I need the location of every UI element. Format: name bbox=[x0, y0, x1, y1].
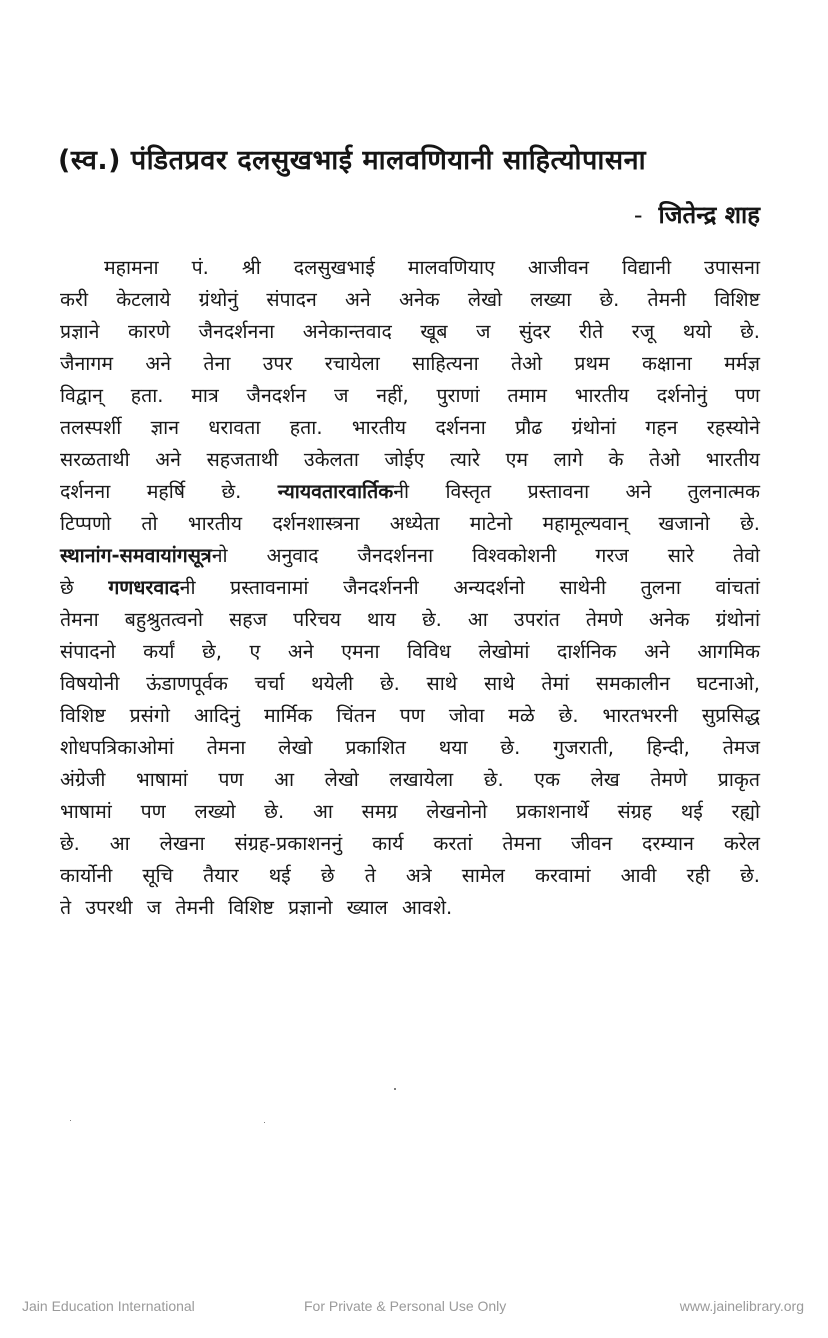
body-line: कार्योनी सूचि तैयार थई छे ते अत्रे सामेल करवामां आवी रही छे. bbox=[60, 864, 760, 887]
body-line: जैनागम अने तेना उपर रचायेला साहित्यना तेओ प्रथम कक्षाना मर्मज्ञ bbox=[60, 352, 760, 375]
body-line: संपादनो कर्यां छे, ए अने एमना विविध लेखोमां दार्शनिक अने आगमिक bbox=[60, 640, 760, 663]
body-line: टिप्पणो तो भारतीय दर्शनशास्त्रना अध्येता माटेनो महामूल्यवान् खजानो छे. bbox=[60, 512, 760, 535]
text-segment: नी प्रस्तावनामां जैनदर्शननी अन्यदर्शनो साथेनी तुलना वांचतां bbox=[179, 576, 760, 599]
scan-speck bbox=[394, 1088, 396, 1090]
footer-publisher: Jain Education International bbox=[22, 1298, 195, 1314]
bold-book-title: गणधरवाद bbox=[108, 576, 180, 599]
body-line: शोधपत्रिकाओमां तेमना लेखो प्रकाशित थया छे. गुजराती, हिन्दी, तेमज bbox=[60, 736, 760, 759]
footer-website-link[interactable]: www.jainelibrary.org bbox=[679, 1298, 804, 1314]
body-line: विषयोनी ऊंडाणपूर्वक चर्चा थयेली छे. साथे साथे तेमां समकालीन घटनाओ, bbox=[60, 672, 760, 695]
scan-speck bbox=[70, 1120, 71, 1121]
body-line-with-bold bbox=[60, 476, 760, 508]
body-line: करी केटलाये ग्रंथोनुं संपादन अने अनेक लेखो लख्या छे. तेमनी विशिष्ट bbox=[60, 288, 760, 311]
article-title: (स्व.) पंडितप्रवर दलसुखभाई मालवणियानी साहित्योपासना bbox=[58, 145, 647, 176]
body-line: विद्वान् हता. मात्र जैनदर्शन ज नहीं, पुराणां तमाम भारतीय दर्शनोनुं पण bbox=[60, 384, 760, 407]
scan-speck bbox=[264, 1122, 265, 1123]
article-body bbox=[60, 252, 760, 924]
body-line: छे. आ लेखना संग्रह-प्रकाशननुं कार्य करतां तेमना जीवन दरम्यान करेल bbox=[60, 832, 760, 855]
body-line-last: ते उपरथी ज तेमनी विशिष्ट प्रज्ञानो ख्याल आवशे. bbox=[60, 896, 453, 919]
author-dash: - bbox=[633, 201, 643, 229]
body-line: सरळताथी अने सहजताथी उकेलता जोईए त्यारे एम लागे के तेओ भारतीय bbox=[60, 448, 760, 471]
author-name: जितेन्द्र शाह bbox=[658, 201, 760, 229]
article-author bbox=[634, 198, 760, 231]
text-segment: दर्शनना महर्षि छे. bbox=[60, 480, 278, 503]
body-line: भाषामां पण लख्यो छे. आ समग्र लेखनोनो प्रकाशनार्थे संग्रह थई रह्यो bbox=[60, 800, 760, 823]
body-line-with-bold bbox=[60, 572, 760, 604]
body-line: तलस्पर्शी ज्ञान धरावता हता. भारतीय दर्शनना प्रौढ ग्रंथोनां गहन रहस्योने bbox=[60, 416, 760, 439]
text-segment: नो अनुवाद जैनदर्शनना विश्वकोशनी गरज सारे तेवो bbox=[211, 544, 760, 567]
body-line: विशिष्ट प्रसंगो आदिनुं मार्मिक चिंतन पण जोवा मळे छे. भारतभरनी सुप्रसिद्ध bbox=[60, 704, 760, 727]
body-line-with-bold bbox=[60, 540, 760, 572]
body-line: प्रज्ञाने कारणे जैनदर्शनना अनेकान्तवाद खूब ज सुंदर रीते रजू थयो छे. bbox=[60, 320, 760, 343]
body-line: अंग्रेजी भाषामां पण आ लेखो लखायेला छे. एक लेख तेमणे प्राकृत bbox=[60, 768, 760, 791]
text-segment: नी विस्तृत प्रस्तावना अने तुलनात्मक bbox=[393, 480, 760, 503]
bold-book-title: न्यायवतारवार्तिक bbox=[277, 480, 394, 503]
footer-usage-note: For Private & Personal Use Only bbox=[304, 1298, 507, 1314]
body-line: तेमना बहुश्रुतत्वनो सहज परिचय थाय छे. आ उपरांत तेमणे अनेक ग्रंथोनां bbox=[60, 608, 760, 631]
page-footer bbox=[0, 1298, 828, 1318]
bold-book-title: स्थानांग-समवायांगसूत्र bbox=[60, 544, 212, 567]
body-line: महामना पं. श्री दलसुखभाई मालवणियाए आजीवन विद्यानी उपासना bbox=[104, 256, 760, 279]
text-segment: छे bbox=[60, 576, 109, 599]
